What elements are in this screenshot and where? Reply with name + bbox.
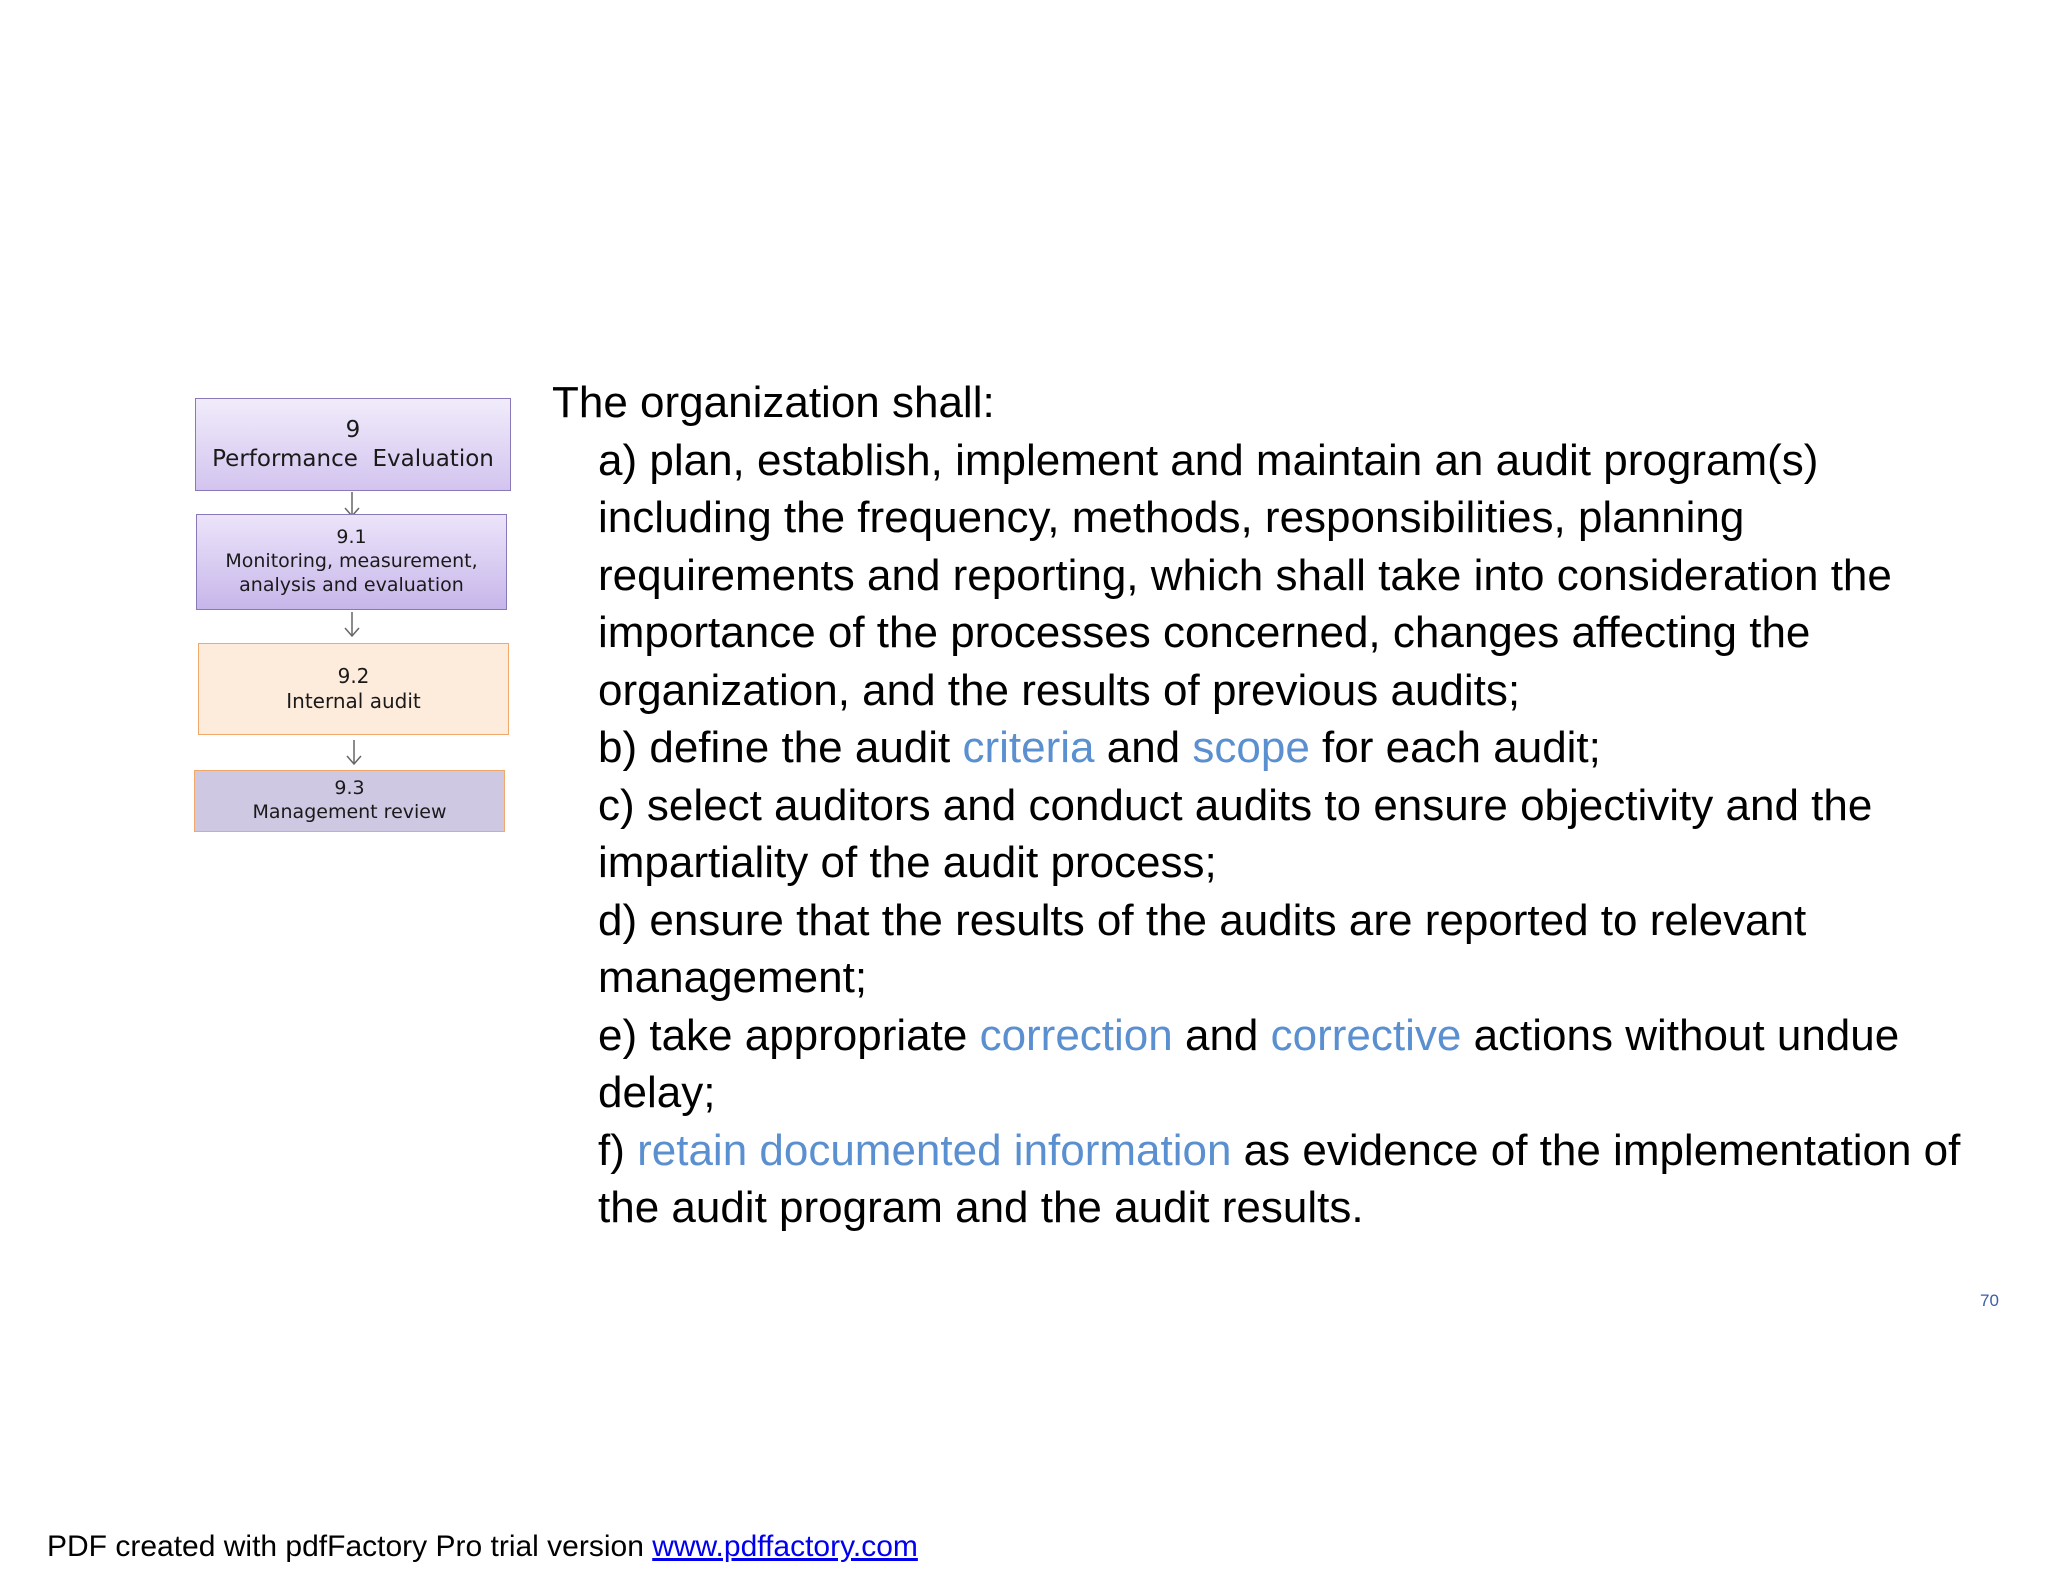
pdffactory-link[interactable]: www.pdffactory.com [652, 1530, 918, 1563]
list-item-text: for each audit; [1309, 723, 1601, 772]
flow-box-number: 9.3 [334, 777, 365, 800]
arrow-down-icon [342, 612, 362, 638]
flow-box-number: 9.2 [337, 664, 370, 688]
list-item-text: f) [598, 1125, 638, 1175]
flow-box-internal-audit [198, 643, 509, 735]
flow-box-number: 9 [345, 416, 361, 443]
list-item-c: c) select auditors and conduct audits to ensure objectivity and the impartiality of the audit process; [598, 780, 1873, 887]
flow-box-label: Internal audit [286, 689, 421, 713]
list-item-text: e) take appropriate [598, 1010, 980, 1060]
highlight-term-correction: correction [979, 1010, 1173, 1060]
list-item-a: a) plan, establish, implement and maintain an audit program(s) including the frequency, methods, responsibilities, planning requirements and reporting, which shall take into consideration the importance of the processes concerned, changes affecting the organization, and the results of previous audits; [598, 435, 1892, 715]
flow-box-label: Performance Evaluation [212, 445, 494, 472]
flow-box-number: 9.1 [336, 526, 367, 549]
flow-box-management-review [194, 770, 505, 832]
list-item-f [552, 1122, 1992, 1237]
highlight-term-corrective: corrective [1270, 1010, 1462, 1060]
intro-text: The organization shall: [552, 378, 995, 427]
page-number: 70 [1980, 1291, 1999, 1310]
flow-box-monitoring-measurement [196, 514, 507, 610]
list-item-text: actions without undue delay; [598, 1010, 1900, 1117]
list-item-text: as evidence of the implementation of the audit program and the audit results. [598, 1125, 1961, 1232]
arrow-down-icon [344, 740, 364, 766]
main-content [552, 374, 1992, 1237]
list-item-text: and [1172, 1010, 1271, 1060]
highlight-term-criteria: criteria [962, 723, 1095, 772]
list-item-text: b) define the audit [598, 723, 963, 772]
list-item-d: d) ensure that the results of the audits are reported to relevant management; [598, 895, 1807, 1002]
flow-box-label-line1: Monitoring, measurement, [225, 550, 478, 573]
list-item-e [552, 1007, 1992, 1122]
footer-text: PDF created with pdfFactory Pro trial version [47, 1530, 653, 1563]
flow-box-performance-evaluation [195, 398, 511, 491]
list-item-b [552, 719, 1992, 777]
flow-box-label-line2: analysis and evaluation [239, 573, 464, 596]
flow-box-label: Management review [252, 801, 447, 823]
highlight-term-retain-documented-information: retain documented information [637, 1125, 1232, 1175]
highlight-term-scope: scope [1192, 723, 1310, 772]
pdf-footer [47, 1530, 918, 1564]
list-item-text: and [1094, 723, 1193, 772]
